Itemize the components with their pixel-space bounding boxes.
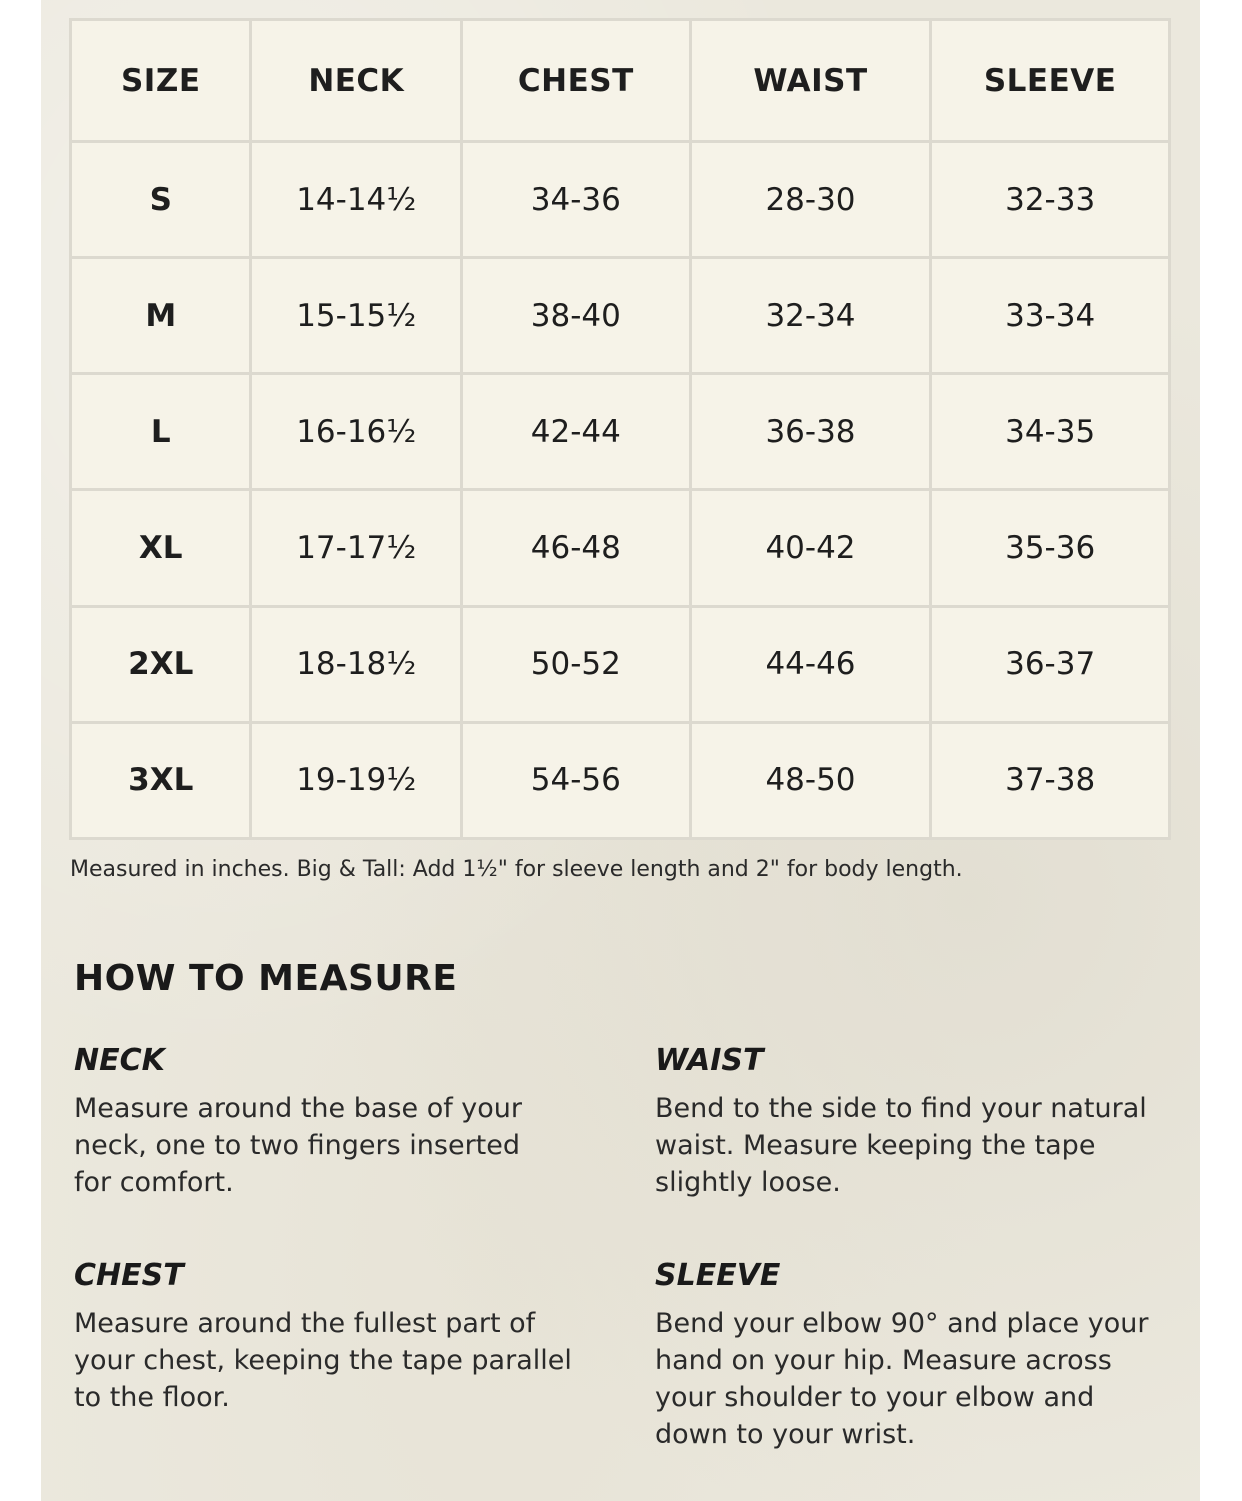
- chest-cell: 38-40: [462, 258, 691, 374]
- neck-cell: 16-16½: [251, 374, 462, 490]
- waist-cell: 44-46: [690, 606, 931, 722]
- sleeve-cell: 35-36: [931, 490, 1170, 606]
- chest-heading: CHEST: [74, 1258, 184, 1293]
- size-cell: 2XL: [71, 606, 251, 722]
- waist-cell: 48-50: [690, 722, 931, 838]
- neck-cell: 14-14½: [251, 142, 462, 258]
- sleeve-cell: 34-35: [931, 374, 1170, 490]
- size-cell: 3XL: [71, 722, 251, 838]
- size-chart-table: [69, 18, 1171, 840]
- table-row: [71, 374, 1170, 490]
- waist-text: Bend to the side to find your natural waist. Measure keeping the tape slightly loose.: [655, 1093, 1147, 1198]
- neck-heading: NECK: [74, 1043, 165, 1078]
- size-cell: L: [71, 374, 251, 490]
- column-header-neck: NECK: [251, 20, 462, 142]
- table-row: [71, 606, 1170, 722]
- table-row: [71, 722, 1170, 838]
- size-cell: S: [71, 142, 251, 258]
- chest-cell: 50-52: [462, 606, 691, 722]
- waist-cell: 28-30: [690, 142, 931, 258]
- chest-cell: 54-56: [462, 722, 691, 838]
- sleeve-heading: SLEEVE: [655, 1258, 781, 1293]
- neck-cell: 17-17½: [251, 490, 462, 606]
- sleeve-cell: 36-37: [931, 606, 1170, 722]
- size-cell: XL: [71, 490, 251, 606]
- chest-cell: 46-48: [462, 490, 691, 606]
- waist-cell: 36-38: [690, 374, 931, 490]
- column-header-sleeve: SLEEVE: [931, 20, 1170, 142]
- waist-cell: 32-34: [690, 258, 931, 374]
- sleeve-cell: 37-38: [931, 722, 1170, 838]
- sleeve-instructions: [655, 1258, 1185, 1453]
- sleeve-cell: 33-34: [931, 258, 1170, 374]
- chest-cell: 42-44: [462, 374, 691, 490]
- neck-cell: 18-18½: [251, 606, 462, 722]
- chest-cell: 34-36: [462, 142, 691, 258]
- waist-cell: 40-42: [690, 490, 931, 606]
- column-header-chest: CHEST: [462, 20, 691, 142]
- waist-heading: WAIST: [655, 1043, 764, 1078]
- measurement-note: Measured in inches. Big & Tall: Add 1½" for sleeve length and 2" for body length.: [70, 857, 963, 882]
- waist-instructions: [655, 1043, 1185, 1201]
- sleeve-cell: 32-33: [931, 142, 1170, 258]
- table-row: [71, 490, 1170, 606]
- sleeve-text: Bend your elbow 90° and place your hand on your hip. Measure across your shoulder to your elbow and down to your wrist.: [655, 1308, 1149, 1450]
- column-header-waist: WAIST: [690, 20, 931, 142]
- size-cell: M: [71, 258, 251, 374]
- column-header-size: SIZE: [71, 20, 251, 142]
- neck-cell: 15-15½: [251, 258, 462, 374]
- table-row: [71, 258, 1170, 374]
- table-row: [71, 142, 1170, 258]
- table-header-row: [71, 20, 1170, 142]
- neck-text: Measure around the base of your neck, one to two fingers inserted for comfort.: [74, 1093, 523, 1198]
- how-to-measure-heading: HOW TO MEASURE: [74, 958, 458, 999]
- neck-cell: 19-19½: [251, 722, 462, 838]
- chest-text: Measure around the fullest part of your chest, keeping the tape parallel to the floor.: [74, 1308, 572, 1413]
- neck-instructions: [74, 1043, 604, 1201]
- chest-instructions: [74, 1258, 604, 1416]
